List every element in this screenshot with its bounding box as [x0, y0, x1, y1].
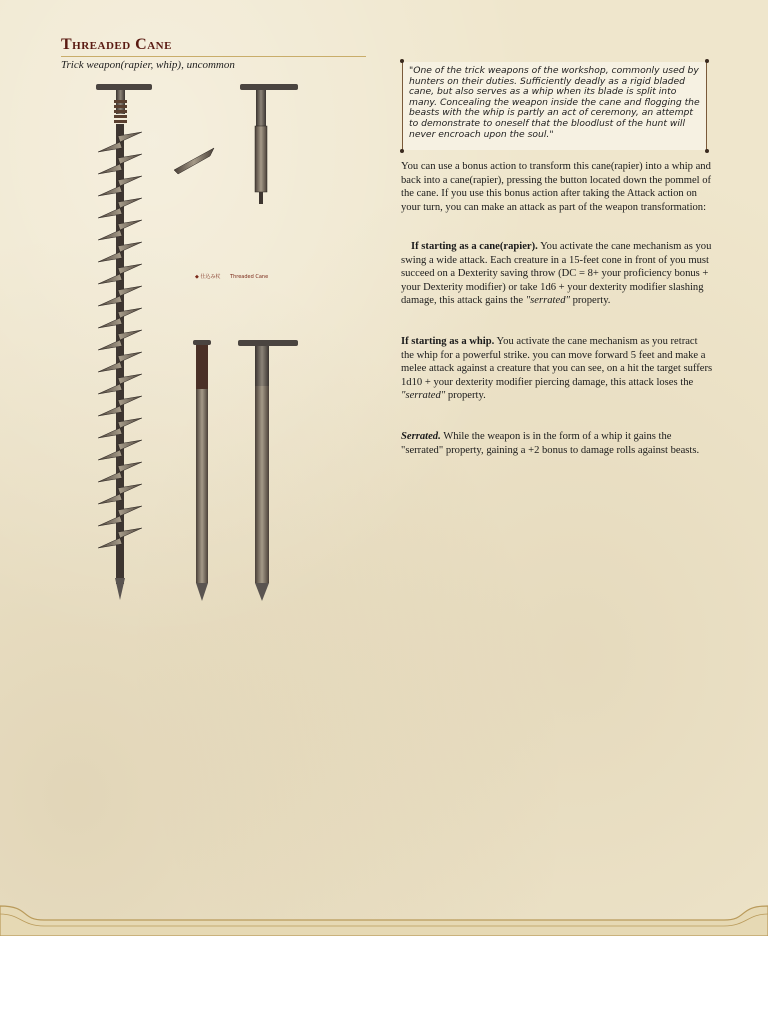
item-title: Threaded Cane	[61, 36, 172, 53]
whip-form-illustration	[96, 84, 152, 600]
flavor-quote-box	[402, 62, 707, 150]
whip-paragraph: If starting as a whip. You activate the cane mechanism as you retract the whip for a powerful strike. you can move forward 5 feet and make a melee attack against a creature that you can see, on a hit the target suffers 1d10 + your dexterity modifier piercing damage, this attack loses the "serrated" property.	[401, 336, 713, 402]
footer-ornament	[0, 892, 768, 936]
corner-ornament	[400, 59, 404, 63]
whip-heading: If starting as a whip.	[401, 336, 495, 347]
serrated-heading: Serrated.	[401, 431, 441, 442]
title-rule	[61, 56, 366, 57]
corner-ornament	[705, 149, 709, 153]
serrated-paragraph: Serrated. While the weapon is in the form of a whip it gains the "serrated" property, gaining a +2 bonus to damage rolls against beasts.	[401, 431, 700, 456]
illustration-caption	[195, 273, 268, 280]
sheathed-cane-illustration	[193, 340, 298, 601]
corner-ornament	[705, 59, 709, 63]
caption-english: Threaded Cane	[230, 274, 269, 280]
intro-paragraph: You can use a bonus action to transform this cane(rapier) into a whip and back into a cane(rapier), pressing the button located down the pommel of the cane. If you use this bonus action after taking the Attack action on your turn, you can make an attack as part of the weapon transformation:	[401, 161, 712, 213]
item-subtitle: Trick weapon(rapier, whip), uncommon	[61, 59, 235, 71]
cane-paragraph: If starting as a cane(rapier). You activate the cane mechanism as you swing a wide attack. Each creature in a 15-feet cone in front of you must succeed on a Dexterity saving throw (DC = 8+ your proficiency bonus + your Dexterity modifier) or take 1d6 + your dexterity modifier slashing damage, this attack gains the "serrated" property.	[401, 241, 712, 307]
corner-ornament	[400, 149, 404, 153]
weapon-illustration	[80, 78, 320, 608]
blade-segment-illustration	[174, 148, 214, 174]
caption-japanese: ◆ 仕込み杖	[195, 274, 221, 280]
cane-handle-illustration	[240, 84, 298, 204]
flavor-quote: "One of the trick weapons of the workshop, commonly used by hunters on their duties. Sufficiently deadly as a rigid bladed cane, but also serves as a whip when its blade is split into many. Concealing the weapon inside the cane and flogging the beasts with the whip is partly an act of ceremony, an attempt to demonstrate to oneself that the bloodlust of the hunt will never encroach upon the soul."	[409, 65, 700, 140]
cane-heading: If starting as a cane(rapier).	[411, 241, 538, 252]
